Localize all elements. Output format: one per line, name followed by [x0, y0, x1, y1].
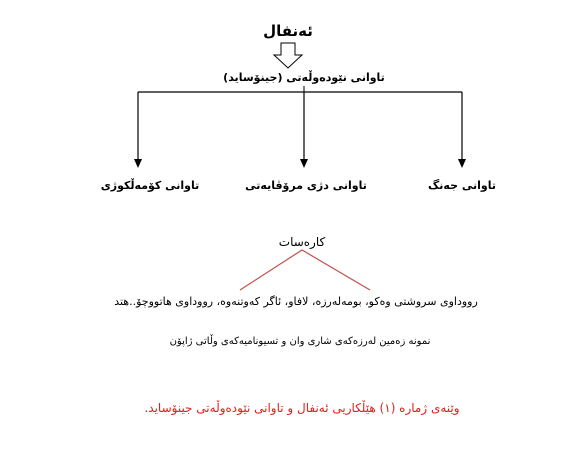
arrowhead-middle: [300, 159, 308, 168]
arrowhead-right: [458, 159, 466, 168]
disaster-examples: رووداوی سروشتی وەکو، بومەلەرزە، لافاو، ئاگر کەوتنەوە، رووداوی هاتووچۆ..هتد: [114, 295, 478, 308]
branch-mass-killing: تاوانی کۆمەڵکوژی: [100, 179, 200, 192]
arrowhead-left: [134, 159, 142, 168]
disaster-branch-lines: [240, 250, 370, 290]
figure-caption: وێنەی ژمارە (١) هێڵکاریی ئەنفال و تاوانی نێودەوڵەتی جینۆساید.: [144, 401, 460, 415]
branch-war-crimes: تاوانی جەنگ: [428, 179, 496, 192]
diagram-title: ئەنفال: [263, 22, 313, 40]
genocide-label: تاوانی نێودەوڵەتی (جینۆساید): [223, 71, 385, 84]
disaster-note: نمونە زەمین لەرزەکەی شاری وان و تسیونامیەکەی وڵاتی ژاپۆن: [169, 336, 431, 347]
disaster-label: کارەسات: [278, 235, 326, 249]
branch-crimes-against-humanity: تاوانی دژی مرۆڤایەتی: [245, 179, 367, 192]
down-arrow-icon: [274, 43, 302, 68]
